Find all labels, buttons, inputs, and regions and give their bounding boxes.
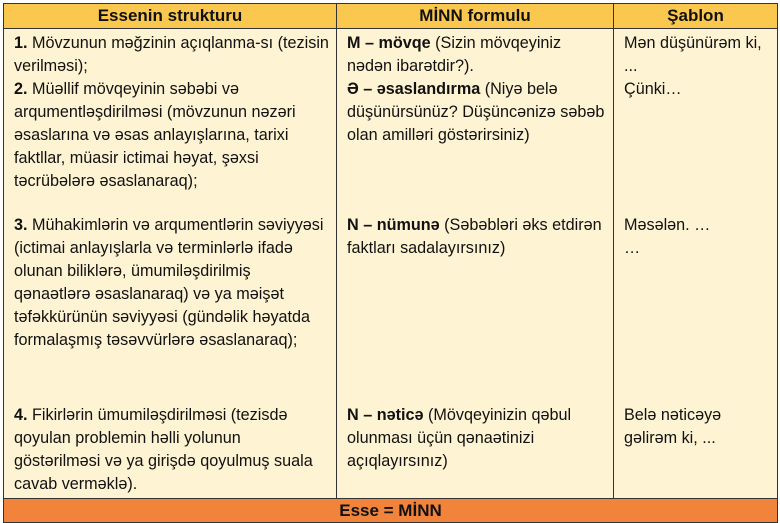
item-number: 3. [14, 215, 28, 234]
formula-key: Ə – əsaslandırma [347, 80, 481, 98]
formula-desc: (Səbəbləri əks etdirən faktları sadalayırsınız) [347, 215, 602, 257]
formula-cell [337, 214, 614, 404]
formula-desc: (Mövqeyinizin qəbul olunması üçün qənaətinizi açıqlayırsınız) [347, 405, 572, 470]
header-structure: Essenin strukturu [4, 4, 337, 29]
item-number: 2. [14, 80, 28, 98]
formula-desc: (Sizin mövqeyiniz nədən ibarətdir?). [347, 34, 562, 75]
footer-row [4, 498, 778, 522]
footer-formula: Esse = MİNN [4, 498, 778, 522]
formula-item [347, 32, 607, 78]
formula-key: N – nümunə [347, 215, 440, 234]
template-line: Belə nəticəyə gəlirəm ki, ... [624, 405, 722, 447]
formula-desc: (Niyə belə düşünürsünüz? Düşüncənizə səbəb olan amilləri göstərirsiniz) [347, 80, 605, 144]
structure-item [14, 404, 330, 496]
table-row [4, 214, 778, 404]
formula-item [347, 404, 607, 473]
item-text: Müəllif mövqeyinin səbəbi və arqumentləşdirilməsi (mövzunun nəzəri əsaslarına və əsas anlayışlarına, tarixi faktllar, müasir ictimai həyat, şəxsi təcrübələrə əsaslanaraq); [14, 80, 296, 190]
header-formula: MİNN formulu [337, 4, 614, 29]
essay-structure-table [3, 3, 778, 523]
template-cell [614, 214, 778, 404]
structure-cell [4, 29, 337, 214]
header-row [4, 4, 778, 29]
structure-cell [4, 404, 337, 499]
formula-item [347, 214, 607, 260]
item-text: Fikirlərin ümumiləşdirilməsi (tezisdə qoyulan problemin həlli yolunun göstərilməsi və ya girişdə qoyulmuş suala cavab verməklə). [14, 405, 313, 493]
header-template: Şablon [614, 4, 778, 29]
essay-structure-table-frame [3, 3, 777, 520]
table-row [4, 29, 778, 214]
item-text: Mühakimlərin və arqumentlərin səviyyəsi (ictimai anlayışlarla və terminlərlə ifadə olunan biliklərə, ümumiləşdirilmiş qənaətlərə əsaslanaraq) və ya məişət təfəkkürünün səviyyəsi (gündəlik həyatda formalaşmış təsəvvürlərə əsaslanaraq); [14, 215, 324, 349]
structure-item [14, 32, 330, 78]
template-line: Mən düşünürəm ki, ... [624, 34, 762, 75]
structure-item [14, 78, 330, 193]
template-line: Məsələn. … [624, 215, 711, 234]
template-line: Çünki… [624, 80, 682, 98]
structure-cell [4, 214, 337, 404]
table-row [4, 404, 778, 499]
formula-cell [337, 404, 614, 499]
formula-cell [337, 29, 614, 214]
formula-item [347, 78, 607, 147]
item-number: 1. [14, 34, 28, 52]
template-cell [614, 404, 778, 499]
item-text: Mövzunun məğzinin açıqlanma-sı (tezisin verilməsi); [14, 34, 329, 75]
template-line: … [624, 238, 641, 257]
template-cell [614, 29, 778, 214]
item-number: 4. [14, 405, 28, 424]
formula-key: N – nətiсə [347, 405, 424, 424]
formula-key: M – mövqe [347, 34, 431, 52]
structure-item [14, 214, 330, 352]
